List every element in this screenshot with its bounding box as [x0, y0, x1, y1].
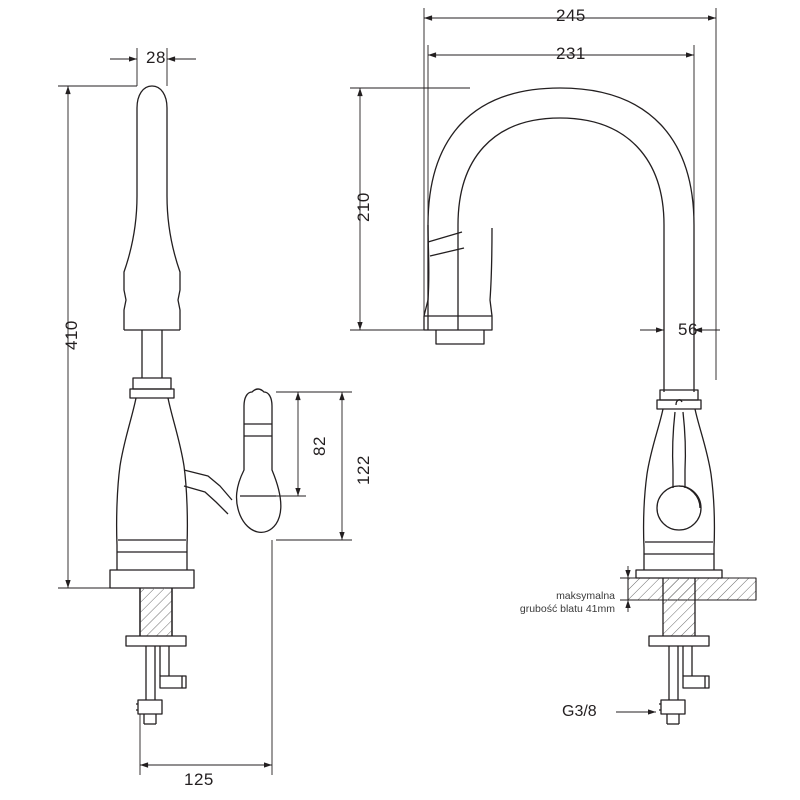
dim-label-reach-inner: 231	[556, 44, 586, 63]
counter-thickness-note-line2: grubość blatu 41mm	[519, 603, 615, 615]
dim-label-spout-top-width: 28	[146, 48, 166, 67]
counter-thickness-note-line1: maksymalna	[556, 590, 615, 602]
left-faucet-view	[110, 86, 281, 724]
right-faucet-view	[424, 88, 756, 724]
dim-label-handle-height: 82	[310, 436, 329, 456]
thread-spec-label: G3/8	[562, 703, 597, 720]
dim-label-total-height: 410	[62, 320, 81, 350]
dim-label-column-offset: 56	[678, 320, 698, 339]
counter-thickness-note	[430, 590, 615, 616]
dim-label-body-height: 122	[354, 455, 373, 485]
dim-label-base-width: 125	[184, 770, 214, 789]
dim-label-arc-height: 210	[354, 192, 373, 222]
left-view-dimensions	[58, 48, 352, 775]
dim-label-reach-outer: 245	[556, 6, 586, 25]
